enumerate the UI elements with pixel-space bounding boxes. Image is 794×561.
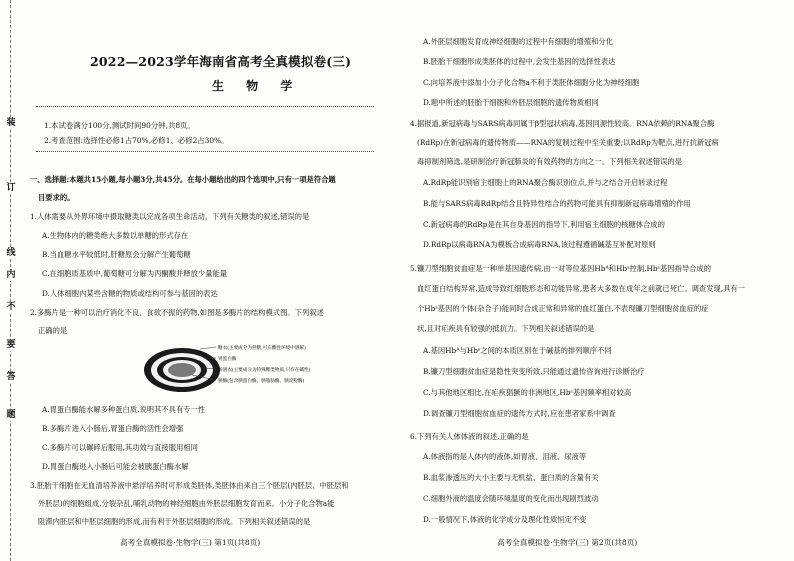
option-a: A.体液指的是人体内的液体,如胃液、泪液、尿液等 bbox=[423, 452, 587, 461]
binding-char: 不 bbox=[3, 302, 19, 313]
question-stem: 1.人体需要从外界环境中摄取糖类以完成各项生命活动。下列有关糖类的叙述,错误的是 bbox=[30, 212, 310, 221]
binding-char: 装 bbox=[3, 118, 19, 129]
question-stem: 6.下列有关人体体液的叙述,正确的是 bbox=[410, 432, 529, 441]
fig-label: 胰酶(包含胰蛋白酶、胰脂肪酶、胰淀粉酶) bbox=[218, 379, 305, 384]
option-d: D.人体细胞内某些含糖的物质或结构可参与基因的表达 bbox=[42, 289, 218, 298]
page-footer-right: 高考全真模拟卷·生物学(三) 第2页(共8页) bbox=[497, 538, 638, 547]
question-stem: 3.胚胎干细胞在无血清培养液中悬浮培养时可形成类胚体,类胚体由来自三个胚层(内胚层、中胚层和 bbox=[30, 481, 349, 490]
option-c: C.细胞外液的温度会随环境温度的变化而出现剧烈波动 bbox=[423, 494, 599, 503]
note-line: 2.考查范围:选择性必修1占70%,必修1、必修2占30%。 bbox=[44, 136, 229, 145]
binding-char: 要 bbox=[3, 340, 19, 351]
binding-char: 题 bbox=[3, 410, 19, 421]
question-stem-cont: 状,且对疟疾具有较强的抵抗力。下列相关叙述错误的是 bbox=[417, 324, 595, 333]
option-d: D.题中所述的胚胎干细胞和外胚层细胞的遗传物质相同 bbox=[423, 98, 599, 107]
binding-margin bbox=[0, 0, 22, 561]
binding-char: 线 bbox=[3, 248, 19, 259]
fig-label: 肠溶衣(主要成分为特殊糖类物质,只有在碱性) bbox=[218, 368, 311, 373]
option-c: C.多酶片可以碾碎后服用,其功效与直接服用相同 bbox=[42, 443, 198, 452]
option-a: A.RdRp能识别宿主细胞上的RNA聚合酶识别位点,并与之结合开启转录过程 bbox=[423, 178, 668, 187]
binding-char: 订 bbox=[3, 183, 19, 194]
option-a: A.生物体内的糖类绝大多数以单糖的形式存在 bbox=[42, 231, 189, 240]
option-c: C.向培养液中添加小分子化合物a不利于类胚体细胞分化为神经细胞 bbox=[423, 78, 640, 87]
option-d: D.调查镰刀型细胞贫血症的遗传方式时,应在患者家系中调查 bbox=[423, 409, 616, 418]
exam-title: 2022—2023学年海南省高考全真模拟卷(三) bbox=[90, 54, 352, 69]
option-c: C.在细胞质基质中,葡萄糖可分解为丙酮酸并释放少量能量 bbox=[42, 269, 228, 278]
page-footer-left: 高考全真模拟卷·生物学(三) 第1页(共8页) bbox=[120, 538, 261, 547]
question-stem-cont: 正确的是 bbox=[38, 326, 68, 335]
binding-char: 内 bbox=[3, 270, 19, 281]
question-stem-cont: (RdRp)在新冠病毒的遗传物质——RNA的复制过程中至关重要;以RdRp为靶点,进行抗新冠病 bbox=[417, 138, 719, 147]
option-c: C.与其他地区相比,在疟疾猖獗的非洲地区,Hbˢ基因频率相对较高 bbox=[423, 388, 632, 397]
notes-top-rule bbox=[36, 106, 374, 107]
option-a: A.基因Hbᴬ与Hbˢ之间的本质区别在于碱基的排列顺序不同 bbox=[423, 346, 612, 355]
option-b: B.镰刀型细胞贫血症是隐性突变所致,只能通过遗传咨询进行诊断治疗 bbox=[423, 367, 645, 376]
question-stem-cont: 血红蛋白结构异常,造成导致红细胞形态和功能异常,患者大多数在成年之前就已死亡。调查发现,具有一 bbox=[417, 284, 746, 293]
tablet-diagram bbox=[140, 341, 340, 399]
section-heading: 一、选择题:本题共15小题,每小题3分,共45分。在每小题给出的四个选项中,只有一项是符合题 bbox=[30, 175, 336, 184]
binding-char: 答 bbox=[3, 372, 19, 383]
option-b: B.当血糖水平较低时,肝糖原会分解产生葡萄糖 bbox=[42, 250, 191, 259]
option-b: B.胚胎干细胞形成类胚体的过程中,会发生基因的选择性表达 bbox=[423, 57, 616, 66]
subject-title: 生 物 学 bbox=[212, 79, 302, 93]
question-stem: 4.据报道,新冠病毒与SARS病毒同属于β型冠状病毒,基因同源性较高。RNA依赖的RNA聚合酶 bbox=[410, 119, 715, 128]
question-stem: 5.镰刀型细胞贫血症是一种单基因遗传病,由一对等位基因Hbᴬ和Hbˢ控制,Hbˢ基因指导合成的 bbox=[410, 264, 712, 273]
option-d: D.RdRp以病毒RNA为模板合成病毒RNA,该过程遵循碱基互补配对原则 bbox=[423, 240, 656, 249]
question-stem-cont: 外胚层)的细胞组成,分裂杂乱,哺乳动物的神经细胞由外胚层细胞发育而来。小分子化合物a能 bbox=[38, 499, 335, 508]
question-stem: 2.多酶片是一种可以治疗消化不良、食欲不振的药物,如图是多酶片的结构模式图。下列叙述 bbox=[30, 308, 324, 317]
option-c: C.新冠病毒的RdRp是在其自身基因的指导下,利用宿主细胞的核糖体合成的 bbox=[423, 220, 665, 229]
question-stem-cont: 阻滞内胚层和中胚层细胞的形成,而有利于外胚层细胞的形成。下列相关叙述错误的是 bbox=[38, 517, 311, 526]
option-d: D.胃蛋白酶进入小肠后可能会被胰蛋白酶水解 bbox=[42, 462, 189, 471]
question-stem-cont: 毒抑制剂筛选,是研制治疗新冠肺炎的有效药物的方向之一。下列相关叙述错误的是 bbox=[417, 157, 683, 166]
question-stem-cont: 个Hbˢ基因的个体(杂合子)能同时合成正常和异常的血红蛋白,不表现镰刀型细胞贫血症的症 bbox=[417, 304, 709, 313]
note-line: 1.本试卷满分100分,测试时间90分钟,共8页。 bbox=[44, 121, 195, 130]
section-heading-cont: 目要求的。 bbox=[38, 193, 75, 202]
option-b: B.血浆渗透压的大小主要与无机盐、蛋白质的含量有关 bbox=[423, 473, 599, 482]
fig-label: 胃蛋白酶 bbox=[218, 357, 237, 362]
option-b: B.多酶片进入小肠后,胃蛋白酶的活性会增强 bbox=[42, 424, 184, 433]
option-d: D.一般情况下,体液的化学成分及理化性质恒定不变 bbox=[423, 515, 587, 524]
fig-label: 糖衣(主要成分为蔗糖,可在酸性环境中溶解) bbox=[218, 346, 306, 351]
option-a: A.胃蛋白酶能水解多种蛋白质,说明其不具有专一性 bbox=[42, 405, 206, 414]
multi-enzyme-tablet-figure bbox=[140, 341, 340, 399]
option-a: A.外胚层细胞发育成神经细胞的过程中有细胞的增殖和分化 bbox=[423, 37, 614, 46]
option-b: B.能与SARS病毒RdRp结合且特异性结合的药物可能具有抑制新冠病毒增殖的作用 bbox=[423, 199, 691, 208]
notes-bottom-rule bbox=[36, 151, 374, 152]
